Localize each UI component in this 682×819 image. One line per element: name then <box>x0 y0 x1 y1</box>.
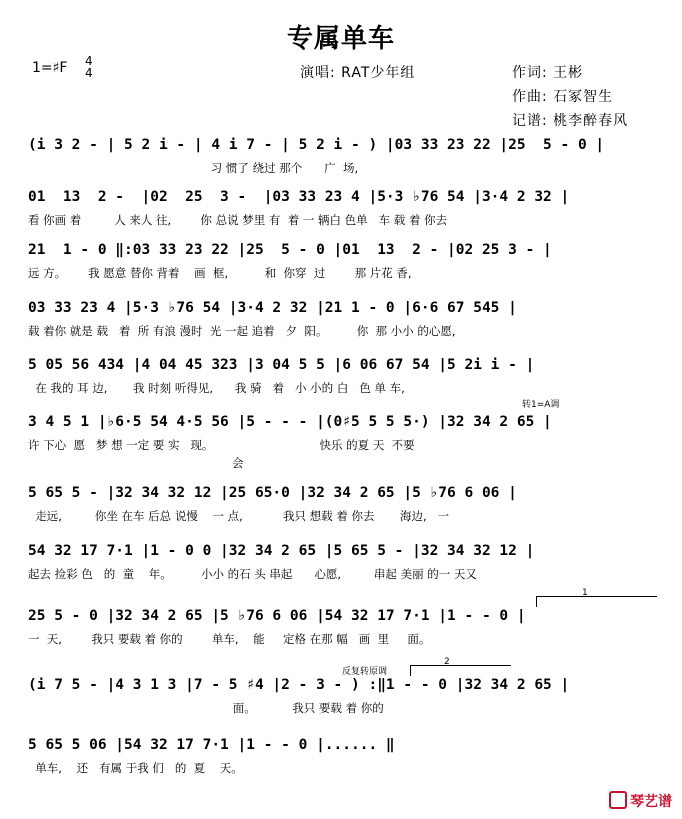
song-title: 专属单车 <box>286 24 395 54</box>
repeat-instruction: 反复转原调 <box>342 667 388 677</box>
lyric-line: 在 我的 耳 边, 我 时刻 听得见, 我 骑 着 小 小的 白 色 单 车, <box>28 381 405 395</box>
time-signature <box>85 55 93 79</box>
transcriber-credit: 记谱: 桃李醉春风 <box>512 113 629 129</box>
lyric-line: 远 方。 我 愿意 替你 背着 画 框, 和 你穿 过 那 片花 香, <box>28 266 412 280</box>
lyric-line: 许 下心 愿 梦 想 一定 要 实 现。 快乐 的夏 天 不要 <box>28 438 415 452</box>
lyric-line: 起去 捡彩 色 的 童 年。 小小 的石 头 串起 心愿, 串起 美丽 的一 天又 <box>28 567 477 581</box>
volta-number-2: 2 <box>444 657 450 667</box>
notation-line: 5 05 56 434 |4 04 45 323 |3 04 5 5 |6 06 67 54 |5 2i i - | <box>28 357 535 373</box>
lyric-line: 习 惯了 绕过 那个 广 场, <box>28 161 359 175</box>
lyric-line: 看 你画 着 人 来人 往, 你 总说 梦里 有 着 一 辆白 色单 车 载 着 你去 <box>28 213 448 227</box>
meter-top: 4 <box>85 54 93 68</box>
notation-line: (i 3 2 - | 5 2 i - | 4 i 7 - | 5 2 i - ) |03 33 23 22 |25 5 - 0 | <box>28 137 605 153</box>
watermark-logo <box>609 791 672 811</box>
lyric-line: 载 着你 就是 载 着 所 有浪 漫时 光 一起 追着 夕 阳。 你 那 小小 的心愿, <box>28 324 456 338</box>
notation-line: 21 1 - 0 ‖:03 33 23 22 |25 5 - 0 |01 13 2 - |02 25 3 - | <box>28 242 552 258</box>
notation-line: 03 33 23 4 |5·3 ♭76 54 |3·4 2 32 |21 1 - 0 |6·6 67 545 | <box>28 300 517 316</box>
modulation-note: 转1=A调 <box>522 400 560 410</box>
lyric-line: 一 天, 我只 要载 着 你的 单车, 能 定格 在那 幅 画 里 面。 <box>28 632 431 646</box>
key-signature: 1=♯F <box>32 60 68 76</box>
lyricist-credit: 作词: 王彬 <box>512 65 584 81</box>
lyric-line: 单车, 还 有属 于我 们 的 夏 天。 <box>28 761 243 775</box>
alternate-lyric: 会 <box>232 456 244 470</box>
watermark-text: 琴艺谱 <box>630 794 672 810</box>
lyric-line: 面。 我只 要载 着 你的 <box>28 701 384 715</box>
notation-line: 5 65 5 06 |54 32 17 7·1 |1 - - 0 |...... ‖ <box>28 737 395 753</box>
lyric-line: 走远, 你坐 在车 后总 说慢 一 点, 我只 想载 着 你去 海边, 一 <box>28 509 450 523</box>
notation-line: 54 32 17 7·1 |1 - 0 0 |32 34 2 65 |5 65 5 - |32 34 32 12 | <box>28 543 535 559</box>
notation-line: 25 5 - 0 |32 34 2 65 |5 ♭76 6 06 |54 32 17 7·1 |1 - - 0 | <box>28 608 526 624</box>
notation-line: 3 4 5 1 |♭6·5 54 4·5 56 |5 - - - |(0♯5 5 5 5·) |32 34 2 65 | <box>28 414 552 430</box>
singer-credit: 演唱: RAT少年组 <box>300 65 416 81</box>
notation-line: 5 65 5 - |32 34 32 12 |25 65·0 |32 34 2 65 |5 ♭76 6 06 | <box>28 485 517 501</box>
notation-line: 01 13 2 - |02 25 3 - |03 33 23 4 |5·3 ♭76 54 |3·4 2 32 | <box>28 189 570 205</box>
composer-credit: 作曲: 石冢智生 <box>512 89 614 105</box>
piano-logo-icon <box>609 791 627 809</box>
volta-number-1: 1 <box>582 588 588 598</box>
notation-line: (i 7 5 - |4 3 1 3 |7 - 5 ♯4 |2 - 3 - ) :‖1 - - 0 |32 34 2 65 | <box>28 677 570 693</box>
meter-bottom: 4 <box>85 66 93 80</box>
